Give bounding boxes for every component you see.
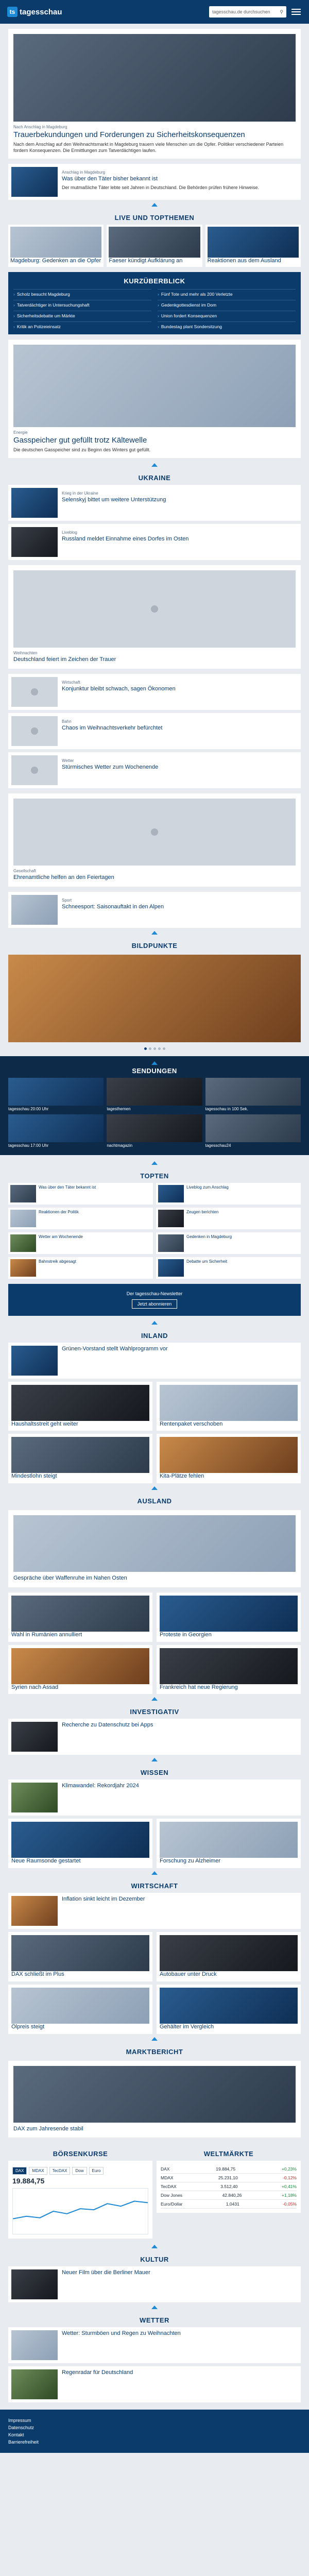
sendung-title: tagesschau 20:00 Uhr — [8, 1106, 49, 1111]
gallery-dots[interactable] — [0, 1047, 309, 1050]
tab-tecdax[interactable]: TecDAX — [49, 2167, 71, 2175]
ausland-item-title: Proteste in Georgien — [160, 1631, 212, 1638]
inland-lead[interactable] — [8, 1343, 301, 1379]
ausland-item-title: Syrien nach Assad — [11, 1684, 59, 1690]
image-placeholder — [13, 570, 296, 648]
boerse-value: 19.884,75 — [12, 2177, 45, 2185]
sendung-title: tagesschau 17:00 Uhr — [8, 1143, 49, 1148]
wirtschaft-item-title: DAX schließt im Plus — [11, 1971, 64, 1978]
second-topline: Anschlag in Magdeburg — [62, 170, 106, 175]
live-item[interactable] — [8, 225, 104, 267]
topten-headline: Debatte um Sicherheit — [186, 1259, 228, 1264]
sendung-item[interactable] — [107, 1114, 202, 1148]
kurz-item[interactable]: › Gedenkgottesdienst im Dom — [158, 300, 296, 308]
topten-headline: Wetter am Wochenende — [39, 1234, 83, 1239]
wirtschaft-item[interactable] — [157, 1932, 301, 1981]
kurz-title: KURZÜBERBLICK — [124, 277, 185, 285]
topten-item[interactable] — [8, 1257, 153, 1279]
kurz-item[interactable]: › Fünf Tote und mehr als 200 Verletzte — [158, 289, 296, 297]
weltmaerkte-table — [157, 2161, 301, 2213]
quote-row[interactable]: TecDAX 3.512,40 +0,41% — [161, 2182, 297, 2191]
kultur-lead-title: Neuer Film über die Berliner Mauer — [62, 2269, 150, 2276]
inland-item[interactable] — [8, 1434, 152, 1483]
sendung-title: tagesthemen — [107, 1106, 131, 1111]
topten-item[interactable] — [8, 1208, 153, 1229]
sendung-item[interactable] — [8, 1078, 104, 1111]
wissen-item-title: Forschung zu Alzheimer — [160, 1858, 220, 1865]
tab-dow[interactable]: Dow — [72, 2167, 87, 2175]
placeholder-teaser[interactable] — [8, 793, 301, 887]
teaser-topline: Wirtschaft — [62, 680, 80, 685]
teaser-title: Ehrenamtliche helfen an den Feiertagen — [13, 874, 114, 880]
kurz-item[interactable]: › Tatverdächtiger in Untersuchungshaft — [13, 300, 151, 308]
ukraine-title: UKRAINE — [138, 474, 171, 482]
ukraine-headline: Russland meldet Einnahme eines Dorfes im Osten — [62, 536, 189, 543]
topten-headline: Gedenken in Magdeburg — [186, 1234, 232, 1239]
teaser-topline: Sport — [62, 897, 72, 903]
list-item[interactable] — [8, 713, 301, 749]
second-teaser[interactable] — [8, 164, 301, 200]
second-text: Der mutmaßliche Täter lebte seit Jahren in Deutschland. Die Behörden prüfen frühere Hinweise. — [62, 185, 260, 191]
footer-link[interactable]: Barrierefreiheit — [8, 2439, 39, 2445]
ausland-item[interactable] — [157, 1592, 301, 1642]
lead-title: Trauerbekundungen und Forderungen zu Sicherheitskonsequenzen — [13, 130, 245, 139]
topten-item[interactable] — [156, 1257, 301, 1279]
wirtschaft-item[interactable] — [8, 1932, 152, 1981]
image-placeholder — [13, 799, 296, 866]
marktbericht-lead-title: DAX zum Jahresende stabil — [13, 2125, 83, 2132]
menu-icon[interactable] — [290, 6, 302, 18]
newsletter-text: Der tagesschau-Newsletter — [126, 1291, 183, 1296]
big-teaser-text: Die deutschen Gasspeicher sind zu Beginn des Winters gut gefüllt. — [13, 447, 151, 453]
wetter-title: WETTER — [140, 2316, 169, 2325]
ausland-item[interactable] — [8, 1592, 152, 1642]
sendungen-title: SENDUNGEN — [132, 1066, 177, 1075]
teaser-topline: Weihnachten — [13, 651, 38, 656]
topten-headline: Reaktionen der Politik — [39, 1209, 79, 1214]
sendung-title: nachtmagazin — [107, 1143, 133, 1148]
quote-row[interactable]: DAX 19.884,75 +0,23% — [161, 2165, 297, 2174]
inland-lead-title: Grünen-Vorstand stellt Wahlprogramm vor — [62, 1345, 168, 1352]
ausland-item-title: Wahl in Rumänien annulliert — [11, 1631, 82, 1638]
live-item-title: Magdeburg: Gedenken an die Opfer — [10, 258, 101, 264]
bildpunkte-gallery[interactable] — [8, 955, 301, 1042]
wirtschaft-lead[interactable] — [8, 1893, 301, 1929]
marktbericht-title: MARKTBERICHT — [126, 2047, 183, 2056]
wirtschaft-title: WIRTSCHAFT — [131, 1882, 178, 1890]
kultur-title: KULTUR — [140, 2256, 169, 2264]
teaser-title: Konjunktur bleibt schwach, sagen Ökonomen — [62, 685, 176, 692]
wissen-title: WISSEN — [140, 1769, 169, 1777]
ausland-lead[interactable] — [8, 1510, 301, 1587]
teaser-title: Schneesport: Saisonauftakt in den Alpen — [62, 903, 164, 910]
live-grid — [8, 225, 301, 267]
wirtschaft-item[interactable] — [157, 1985, 301, 2034]
footer-link[interactable]: Datenschutz — [8, 2425, 35, 2431]
sendung-title: tagesschau in 100 Sek. — [205, 1106, 248, 1111]
kultur-lead[interactable] — [8, 2266, 301, 2302]
second-title: Was über den Täter bisher bekannt ist — [62, 176, 158, 182]
sendungen-section — [0, 1056, 309, 1155]
wissen-lead[interactable] — [8, 1780, 301, 1816]
ukraine-topline: Krieg in der Ukraine — [62, 491, 98, 496]
investigativ-lead[interactable] — [8, 1719, 301, 1755]
kurz-item[interactable]: › Scholz besucht Magdeburg — [13, 289, 151, 297]
sendung-item[interactable] — [205, 1114, 301, 1148]
inland-item[interactable] — [8, 1382, 152, 1431]
search-icon: ⚲ — [280, 9, 283, 14]
ukraine-topline: Liveblog — [62, 530, 77, 535]
teaser-title: Chaos im Weihnachtsverkehr befürchtet — [62, 724, 163, 731]
teaser-topline: Wetter — [62, 758, 74, 763]
ausland-title: AUSLAND — [137, 1497, 172, 1505]
wirtschaft-item-title: Ölpreis steigt — [11, 2023, 45, 2030]
lead-topline: Nach Anschlag in Magdeburg — [13, 125, 67, 129]
ausland-item[interactable] — [8, 1645, 152, 1694]
logo-icon: ts — [7, 7, 18, 17]
teaser-title: Stürmisches Wetter zum Wochenende — [62, 764, 159, 770]
topten-headline: Liveblog zum Anschlag — [186, 1184, 229, 1190]
ausland-item-title: Frankreich hat neue Regierung — [160, 1684, 238, 1690]
live-title: LIVE UND TOPTHEMEN — [114, 214, 195, 222]
placeholder-teaser[interactable] — [8, 565, 301, 669]
topten-item[interactable] — [156, 1208, 301, 1229]
live-item[interactable] — [205, 225, 301, 267]
kurz-item[interactable]: › Union fordert Konsequenzen — [158, 311, 296, 318]
site-header — [0, 0, 309, 24]
inland-item-title: Rentenpaket verschoben — [160, 1420, 223, 1427]
teaser-title: Deutschland feiert im Zeichen der Trauer — [13, 656, 116, 663]
newsletter-box — [8, 1284, 301, 1316]
kurz-item[interactable]: › Sicherheitsdebatte um Märkte — [13, 311, 151, 318]
list-item[interactable] — [8, 752, 301, 788]
sendung-title: tagesschau24 — [205, 1143, 231, 1148]
wissen-item[interactable] — [8, 1819, 152, 1868]
kurzueberblick — [8, 272, 301, 334]
investigativ-title: INVESTIGATIV — [130, 1708, 179, 1716]
second-image — [11, 167, 58, 197]
tab-dax[interactable]: DAX — [12, 2167, 27, 2175]
big-teaser[interactable] — [8, 340, 301, 458]
quote-row[interactable]: Dow Jones 42.840,26 +1,18% — [161, 2191, 297, 2200]
lead-text: Nach dem Anschlag auf den Weihnachtsmarkt in Magdeburg trauern viele Menschen um die Opfer. Politiker verschiedener Parteien fordern Konsequenzen. Die Ermittlungen zum Tatverdächtigen laufen. — [13, 142, 284, 154]
teaser-topline: Gesellschaft — [13, 868, 37, 873]
ukraine-item[interactable] — [8, 485, 301, 521]
boerse-widget — [8, 2161, 152, 2239]
lead-teaser[interactable] — [8, 29, 301, 159]
search-placeholder: tagesschau.de durchsuchen — [212, 9, 270, 14]
inland-item[interactable] — [157, 1382, 301, 1431]
list-item[interactable] — [8, 892, 301, 928]
topten-headline: Bahnstreik abgesagt — [39, 1259, 76, 1264]
logo-text: tagesschau — [20, 7, 62, 16]
footer-link[interactable]: Kontakt — [8, 2432, 24, 2438]
wetter-radar[interactable] — [8, 2366, 301, 2402]
footer — [0, 2410, 309, 2453]
ausland-lead-title: Gespräche über Waffenruhe im Nahen Osten — [13, 1575, 127, 1582]
big-teaser-title: Gasspeicher gut gefüllt trotz Kältewelle — [13, 436, 147, 445]
quote-row[interactable]: Euro/Dollar 1,0431 -0,05% — [161, 2200, 297, 2209]
topten-item[interactable] — [8, 1183, 153, 1205]
live-item-title: Faeser kündigt Aufklärung an — [109, 258, 183, 264]
ausland-item[interactable] — [157, 1645, 301, 1694]
topten-headline: Zeugen berichten — [186, 1209, 219, 1214]
kurz-item[interactable]: › Bundestag plant Sondersitzung — [158, 321, 296, 329]
lead-image — [13, 34, 296, 122]
wissen-item-title: Neue Raumsonde gestartet — [11, 1858, 81, 1865]
wirtschaft-lead-title: Inflation sinkt leicht im Dezember — [62, 1896, 145, 1903]
inland-item[interactable] — [157, 1434, 301, 1483]
teaser-topline: Bahn — [62, 719, 72, 724]
gallery-image — [8, 955, 301, 1042]
topten-title: TOPTEN — [140, 1172, 169, 1180]
boerse-title: BÖRSENKURSE — [53, 2150, 108, 2158]
ukraine-headline: Selenskyj bittet um weitere Unterstützung — [62, 497, 166, 503]
inland-item-title: Kita-Plätze fehlen — [160, 1473, 204, 1480]
topten-item[interactable] — [8, 1232, 153, 1254]
boerse-chart-line — [13, 2201, 148, 2219]
inland-title: INLAND — [141, 1331, 168, 1340]
sendung-item[interactable] — [8, 1114, 104, 1148]
wissen-lead-title: Klimawandel: Rekordjahr 2024 — [62, 1783, 139, 1789]
logo[interactable] — [7, 7, 62, 17]
marktbericht-lead[interactable] — [8, 2061, 301, 2138]
footer-link[interactable]: Impressum — [8, 2418, 31, 2424]
investigativ-lead-title: Recherche zu Datenschutz bei Apps — [62, 1722, 153, 1728]
quote-row[interactable]: MDAX 25.231,10 -0,12% — [161, 2174, 297, 2182]
bildpunkte-title: BILDPUNKTE — [131, 941, 178, 950]
big-teaser-topline: Energie — [13, 430, 28, 435]
wetter-radar-title: Regenradar für Deutschland — [62, 2369, 133, 2376]
inland-item-title: Haushaltsstreit geht weiter — [11, 1420, 78, 1427]
tab-euro[interactable]: Euro — [89, 2167, 104, 2175]
wirtschaft-item-title: Autobauer unter Druck — [160, 1971, 217, 1978]
live-item[interactable] — [107, 225, 202, 267]
inland-item-title: Mindestlohn steigt — [11, 1473, 57, 1480]
big-teaser-image — [13, 345, 296, 427]
wirtschaft-item-title: Gehälter im Vergleich — [160, 2023, 214, 2030]
topten-item[interactable] — [156, 1183, 301, 1205]
ukraine-item[interactable] — [8, 524, 301, 560]
topten-headline: Was über den Täter bekannt ist — [39, 1184, 96, 1190]
sendung-item[interactable] — [107, 1078, 202, 1111]
live-item-title: Reaktionen aus dem Ausland — [207, 258, 281, 264]
sendung-item[interactable] — [205, 1078, 301, 1111]
topten-item[interactable] — [156, 1232, 301, 1254]
kurz-item[interactable]: › Kritik an Polizeieinsatz — [13, 321, 151, 329]
weltmaerkte-title: WELTMÄRKTE — [203, 2150, 254, 2158]
wetter-lead-title: Wetter: Sturmböen und Regen zu Weihnachten — [62, 2330, 181, 2337]
boerse-chart — [12, 2188, 148, 2234]
newsletter-button[interactable]: Jetzt abonnieren — [132, 1299, 178, 1309]
wirtschaft-item[interactable] — [8, 1985, 152, 2034]
wetter-lead[interactable] — [8, 2327, 301, 2363]
list-item[interactable] — [8, 674, 301, 710]
search-input[interactable] — [209, 6, 286, 18]
wissen-item[interactable] — [157, 1819, 301, 1868]
tab-mdax[interactable]: MDAX — [29, 2167, 47, 2175]
